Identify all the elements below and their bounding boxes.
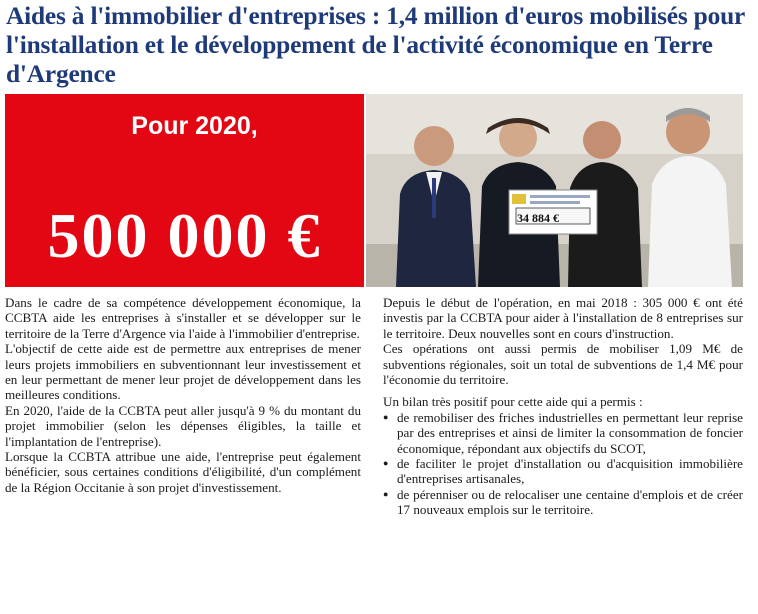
promo-year-label: Pour 2020, bbox=[131, 112, 258, 140]
promo-amount: 500 000 € bbox=[47, 200, 322, 271]
paragraph: Dans le cadre de sa compétence développement économique, la CCBTA aide les entreprises à s'installer et se développer sur le territoire de la Terre d'Argence via l'aide à l'immobilier d'entreprise. bbox=[5, 295, 361, 341]
promo-banner bbox=[5, 94, 364, 287]
award-photo bbox=[366, 94, 743, 287]
paragraph: Depuis le début de l'opération, en mai 2018 : 305 000 € ont été investis par la CCBTA pour aider à l'installation de 8 entreprises sur le territoire. Deux nouvelles sont en cours d'instruction. bbox=[383, 295, 743, 341]
list-item: ● de remobiliser des friches industrielles en permettant leur reprise par des entreprises et ainsi de limiter la consommation de foncier économique, répondant aux objectifs du SCOT, bbox=[383, 410, 743, 456]
bilan-intro: Un bilan très positif pour cette aide qui a permis : bbox=[383, 394, 643, 410]
paragraph: Lorsque la CCBTA attribue une aide, l'entreprise peut également bénéficier, sous certaines conditions d'éligibilité, d'un complément de la Région Occitanie à son projet d'investissement. bbox=[5, 449, 361, 495]
bilan-list bbox=[383, 410, 743, 518]
right-column bbox=[383, 295, 743, 518]
left-column bbox=[5, 295, 361, 495]
award-photo-illustration bbox=[366, 94, 743, 287]
list-item: ● de pérenniser ou de relocaliser une centaine d'emplois et de créer 17 nouveaux emplois sur le territoire. bbox=[383, 487, 743, 518]
paragraph: Ces opérations ont aussi permis de mobiliser 1,09 M€ de subventions régionales, soit un total de subventions de 1,4 M€ pour l'économie du territoire. bbox=[383, 341, 743, 388]
article-title: Aides à l'immobilier d'entreprises : 1,4 million d'euros mobilisés pour l'installation et le développement de l'activité économique en Terre d'Argence bbox=[6, 2, 745, 88]
cheque-amount: 34 884 € bbox=[517, 211, 559, 225]
list-item: ● de faciliter le projet d'installation ou d'acquisition immobilière d'entreprises artisanales, bbox=[383, 456, 743, 487]
paragraph: En 2020, l'aide de la CCBTA peut aller jusqu'à 9 % du montant du projet immobilier (selon les dépenses éligibles, la taille et l'implantation de l'entreprise). bbox=[5, 402, 361, 449]
paragraph: L'objectif de cette aide est de permettre aux entreprises de mener leurs projets immobiliers en subventionnant leur investissement et en leur permettant de mener leur projet de développement dans les meilleures conditions. bbox=[5, 341, 361, 403]
